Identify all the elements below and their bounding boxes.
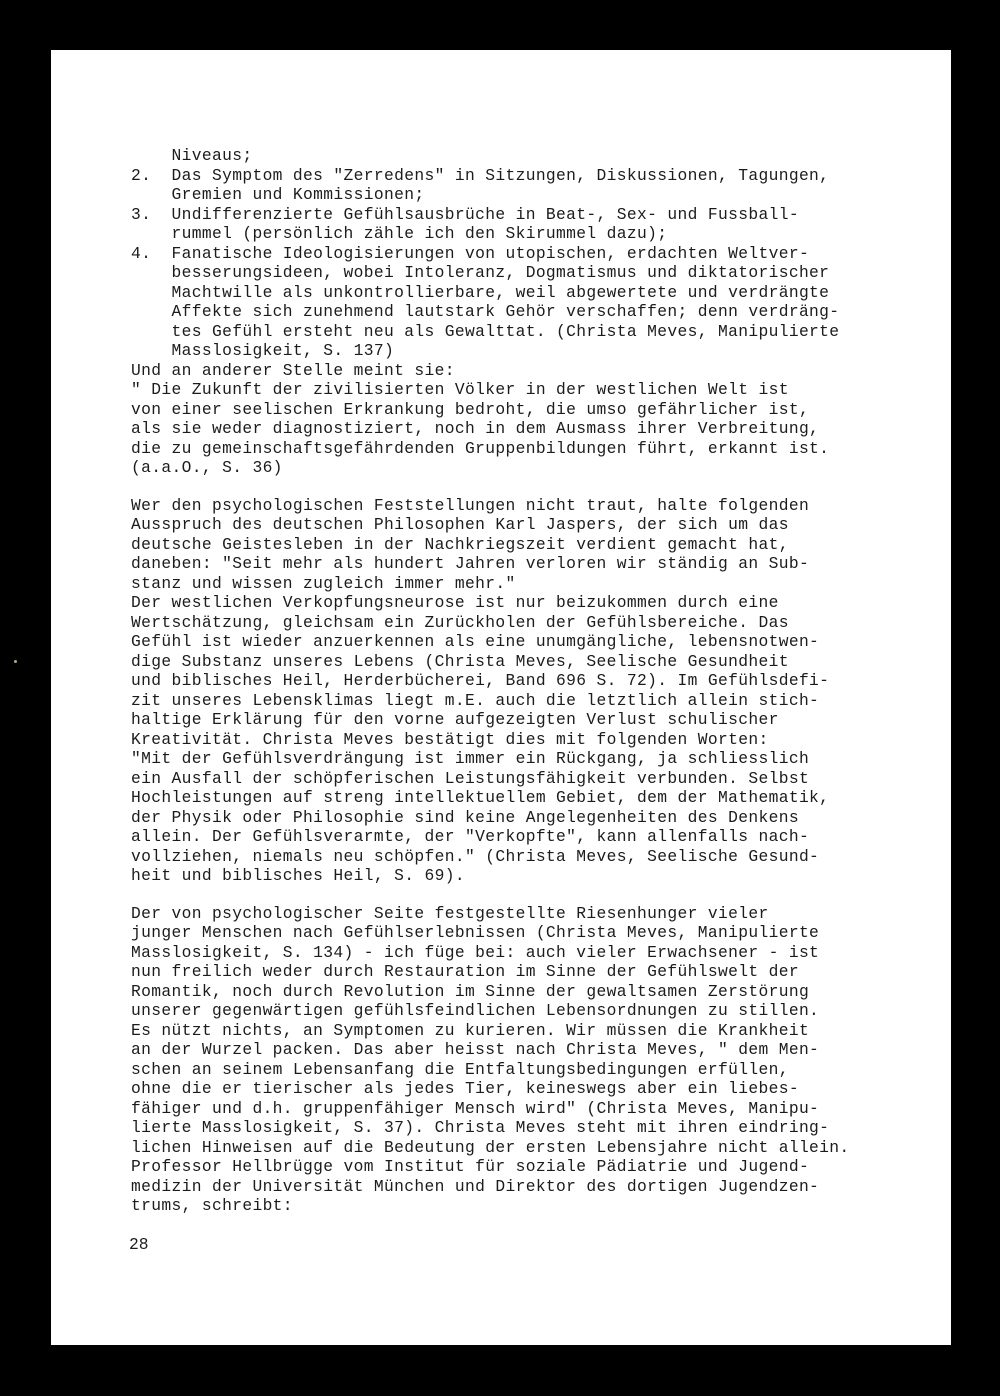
text-line: Ausspruch des deutschen Philosophen Karl Jaspers, der sich um das (131, 515, 789, 534)
text-line: trums, schreibt: (131, 1196, 293, 1215)
body-text (131, 146, 931, 1216)
text-line: medizin der Universität München und Direktor des dortigen Jugendzen- (131, 1176, 820, 1196)
paragraph-jaspers (131, 496, 931, 886)
text-line: ohne die er tierischer als jedes Tier, keineswegs aber ein liebes- (131, 1079, 799, 1098)
page-number: 28 (129, 1235, 149, 1254)
text-line: Hochleistungen auf streng intellektuellem Gebiet, dem der Mathematik, (131, 788, 830, 807)
paragraph-riesenhunger (131, 904, 931, 1216)
text-line: "Mit der Gefühlsverdrängung ist immer ein Rückgang, ja schliesslich (131, 749, 810, 768)
text-line: Und an anderer Stelle meint sie: (131, 360, 455, 380)
text-line: fähiger und d.h. gruppenfähiger Mensch wird" (Christa Meves, Manipu- (131, 1098, 820, 1118)
text-line: Machtwille als unkontrollierbare, weil abgewertete und verdrängte (131, 282, 830, 302)
text-line: an der Wurzel packen. Das aber heisst nach Christa Meves, " dem Men- (131, 1040, 820, 1059)
list-continuation-block (131, 146, 931, 478)
text-line: Romantik, noch durch Revolution im Sinne der gewaltsamen Zerstörung (131, 981, 810, 1001)
paragraph-gap (131, 478, 931, 496)
text-line: Masslosigkeit, S. 134) - ich füge bei: auch vieler Erwachsener - ist (131, 942, 820, 962)
text-line: allein. Der Gefühlsverarmte, der "Verkopfte", kann allenfalls nach- (131, 827, 810, 846)
text-line: heit und biblisches Heil, S. 69). (131, 866, 465, 885)
text-line: lichen Hinweisen auf die Bedeutung der ersten Lebensjahre nicht allein. (131, 1137, 850, 1157)
text-line: Es nützt nichts, an Symptomen zu kurieren. Wir müssen die Krankheit (131, 1020, 810, 1040)
text-line: Wer den psychologischen Feststellungen nicht traut, halte folgenden (131, 495, 810, 515)
text-line: Der westlichen Verkopfungsneurose ist nur beizukommen durch eine (131, 593, 779, 612)
text-line: Professor Hellbrügge vom Institut für soziale Pädiatrie und Jugend- (131, 1157, 810, 1176)
text-line: stanz und wissen zugleich immer mehr." (131, 573, 516, 593)
text-line: Gremien und Kommissionen; (131, 185, 425, 204)
text-line: deutsche Geistesleben in der Nachkriegszeit verdient gemacht hat, (131, 534, 789, 554)
text-line: 2. Das Symptom des "Zerredens" in Sitzungen, Diskussionen, Tagungen, (131, 165, 830, 185)
text-line: Wertschätzung, gleichsam ein Zurückholen der Gefühlsbereiche. Das (131, 612, 789, 632)
text-line: tes Gefühl ersteht neu als Gewalttat. (Christa Meves, Manipulierte (131, 321, 840, 341)
text-line: 3. Undifferenzierte Gefühlsausbrüche in Beat-, Sex- und Fussball- (131, 204, 799, 224)
text-line: der Physik oder Philosophie sind keine Angelegenheiten des Denkens (131, 807, 799, 827)
document-page (51, 50, 951, 1345)
text-line: ein Ausfall der schöpferischen Leistungsfähigkeit verbunden. Selbst (131, 768, 810, 788)
text-line: lierte Masslosigkeit, S. 37). Christa Meves steht mit ihren eindring- (131, 1118, 830, 1137)
text-line: 4. Fanatische Ideologisierungen von utopischen, erdachten Weltver- (131, 243, 810, 263)
text-line: junger Menschen nach Gefühlserlebnissen (Christa Meves, Manipulierte (131, 923, 820, 942)
text-line: Niveaus; (131, 146, 253, 165)
text-line: als sie weder diagnostiziert, noch in dem Ausmass ihrer Verbreitung, (131, 419, 820, 438)
text-line: Der von psychologischer Seite festgestellte Riesenhunger vieler (131, 903, 769, 923)
text-line: Affekte sich zunehmend lautstark Gehör verschaffen; denn verdräng- (131, 302, 840, 321)
text-line: unserer gegenwärtigen gefühlsfeindlichen Lebensordnungen zu stillen. (131, 1001, 820, 1020)
text-line: daneben: "Seit mehr als hundert Jahren verloren wir ständig an Sub- (131, 554, 810, 573)
text-line: zit unseres Lebensklimas liegt m.E. auch die letztlich allein stich- (131, 690, 820, 710)
text-line: Masslosigkeit, S. 137) (131, 341, 395, 360)
text-line: " Die Zukunft der zivilisierten Völker in der westlichen Welt ist (131, 380, 789, 399)
text-line: (a.a.O., S. 36) (131, 458, 283, 477)
text-line: besserungsideen, wobei Intoleranz, Dogmatismus und diktatorischer (131, 263, 830, 282)
scan-speck (14, 660, 17, 663)
text-line: von einer seelischen Erkrankung bedroht, die umso gefährlicher ist, (131, 399, 810, 419)
text-line: haltige Erklärung für den vorne aufgezeigten Verlust schulischer (131, 710, 779, 729)
text-line: schen an seinem Lebensanfang die Entfaltungsbedingungen erfüllen, (131, 1059, 789, 1079)
text-line: Kreativität. Christa Meves bestätigt dies mit folgenden Worten: (131, 729, 769, 749)
text-line: dige Substanz unseres Lebens (Christa Meves, Seelische Gesundheit (131, 651, 789, 671)
text-line: die zu gemeinschaftsgefährdenden Gruppenbildungen führt, erkannt ist. (131, 438, 830, 458)
text-line: Gefühl ist wieder anzuerkennen als eine unumgängliche, lebensnotwen- (131, 632, 820, 651)
text-line: vollziehen, niemals neu schöpfen." (Christa Meves, Seelische Gesund- (131, 846, 820, 866)
text-line: und biblisches Heil, Herderbücherei, Band 696 S. 72). Im Gefühlsdefi- (131, 671, 830, 690)
text-line: nun freilich weder durch Restauration im Sinne der Gefühlswelt der (131, 962, 799, 981)
text-line: rummel (persönlich zähle ich den Skirummel dazu); (131, 224, 668, 243)
paragraph-gap (131, 886, 931, 904)
